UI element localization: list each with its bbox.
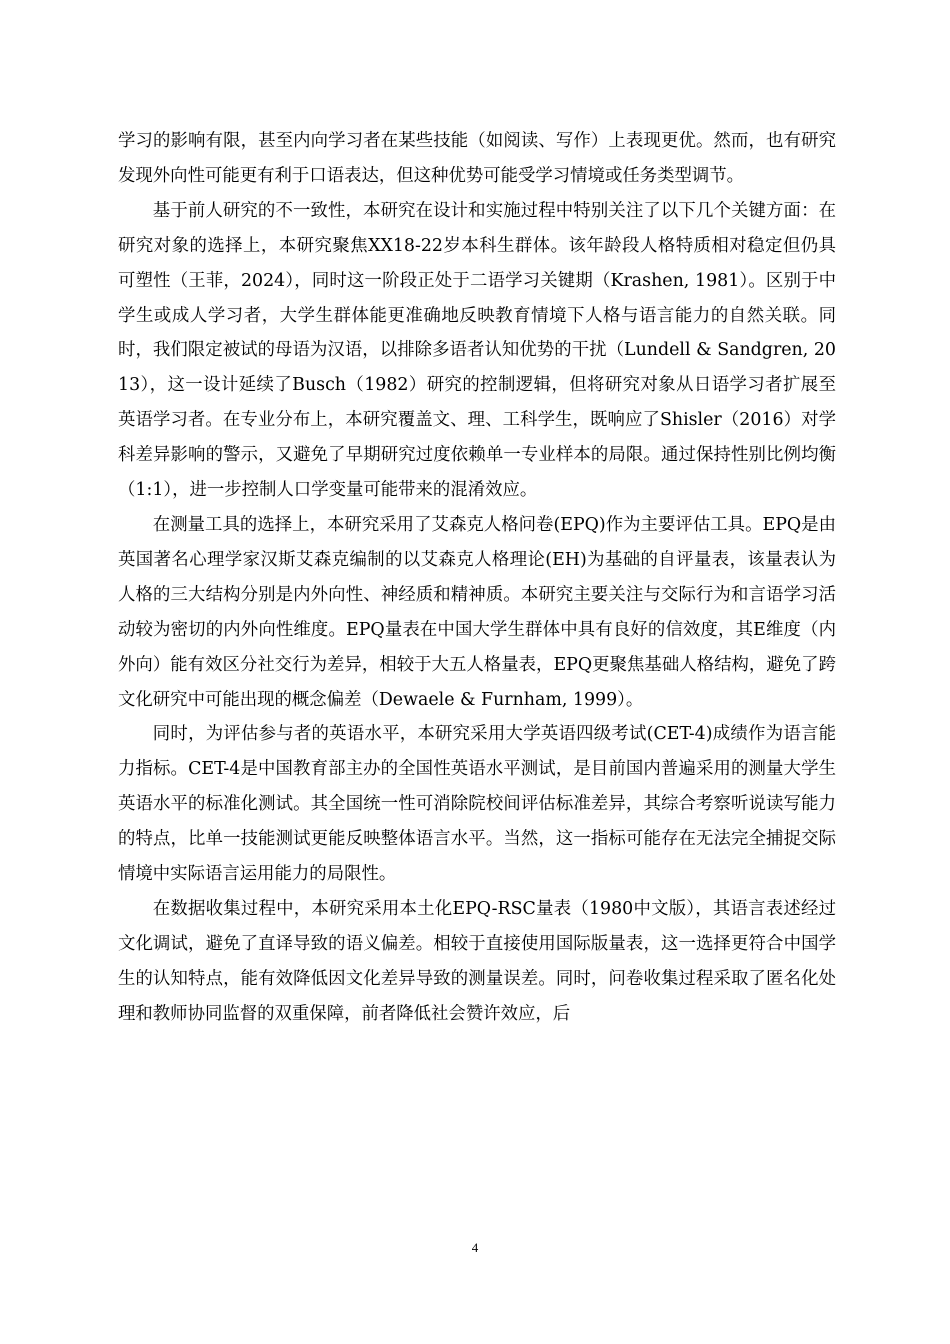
paragraph-data-collection: 在数据收集过程中，本研究采用本土化EPQ-RSC量表（1980中文版），其语言表述经过文化调试，避免了直译导致的语义偏差。相较于直接使用国际版量表，这一选择更符合中国学生的认知特点，能有效降低因文化差异导致的测量误差。同时，问卷收集过程采取了匿名化处理和教师协同监督的双重保障，前者降低社会赞许效应，后 <box>118 898 836 1024</box>
paragraph-english-proficiency: 同时，为评估参与者的英语水平，本研究采用大学英语四级考试(CET-4)成绩作为语言能力指标。CET-4是中国教育部主办的全国性英语水平测试，是目前国内普遍采用的测量大学生英语水平的标准化测试。其全国统一性可消除院校间评估标准差异，其综合考察听说读写能力的特点，比单一技能测试更能反映整体语言水平。当然，这一指标可能存在无法完全捕捉交际情境中实际语言运用能力的局限性。 <box>118 724 836 885</box>
document-body <box>118 124 836 1032</box>
page-number: 4 <box>471 1240 479 1255</box>
paragraph-continued: 学习的影响有限，甚至内向学习者在某些技能（如阅读、写作）上表现更优。然而，也有研究发现外向性可能更有利于口语表达，但这种优势可能受学习情境或任务类型调节。 <box>118 131 836 186</box>
paragraph-research-design: 基于前人研究的不一致性，本研究在设计和实施过程中特别关注了以下几个关键方面：在研究对象的选择上，本研究聚焦XX18-22岁本科生群体。该年龄段人格特质相对稳定但仍具可塑性（王菲，2024），同时这一阶段正处于二语学习关键期（Krashen, 1981）。区别于中学生或成人学习者，大学生群体能更准确地反映教育情境下人格与语言能力的自然关联。同时，我们限定被试的母语为汉语，以排除多语者认知优势的干扰（Lundell & Sandgren, 2013），这一设计延续了Busch（1982）研究的控制逻辑，但将研究对象从日语学习者扩展至英语学习者。在专业分布上，本研究覆盖文、理、工科学生，既响应了Shisler（2016）对学科差异影响的警示，又避免了早期研究过度依赖单一专业样本的局限。通过保持性别比例均衡（1:1），进一步控制人口学变量可能带来的混淆效应。 <box>118 200 836 501</box>
paragraph-measurement-tool: 在测量工具的选择上，本研究采用了艾森克人格问卷(EPQ)作为主要评估工具。EPQ是由英国著名心理学家汉斯艾森克编制的以艾森克人格理论(EH)为基础的自评量表，该量表认为人格的三大结构分别是内外向性、神经质和精神质。本研究主要关注与交际行为和言语学习活动较为密切的内外向性维度。EPQ量表在中国大学生群体中具有良好的信效度，其E维度（内外向）能有效区分社交行为差异，相较于大五人格量表，EPQ更聚焦基础人格结构，避免了跨文化研究中可能出现的概念偏差（Dewaele & Furnham, 1999）。 <box>118 514 836 710</box>
